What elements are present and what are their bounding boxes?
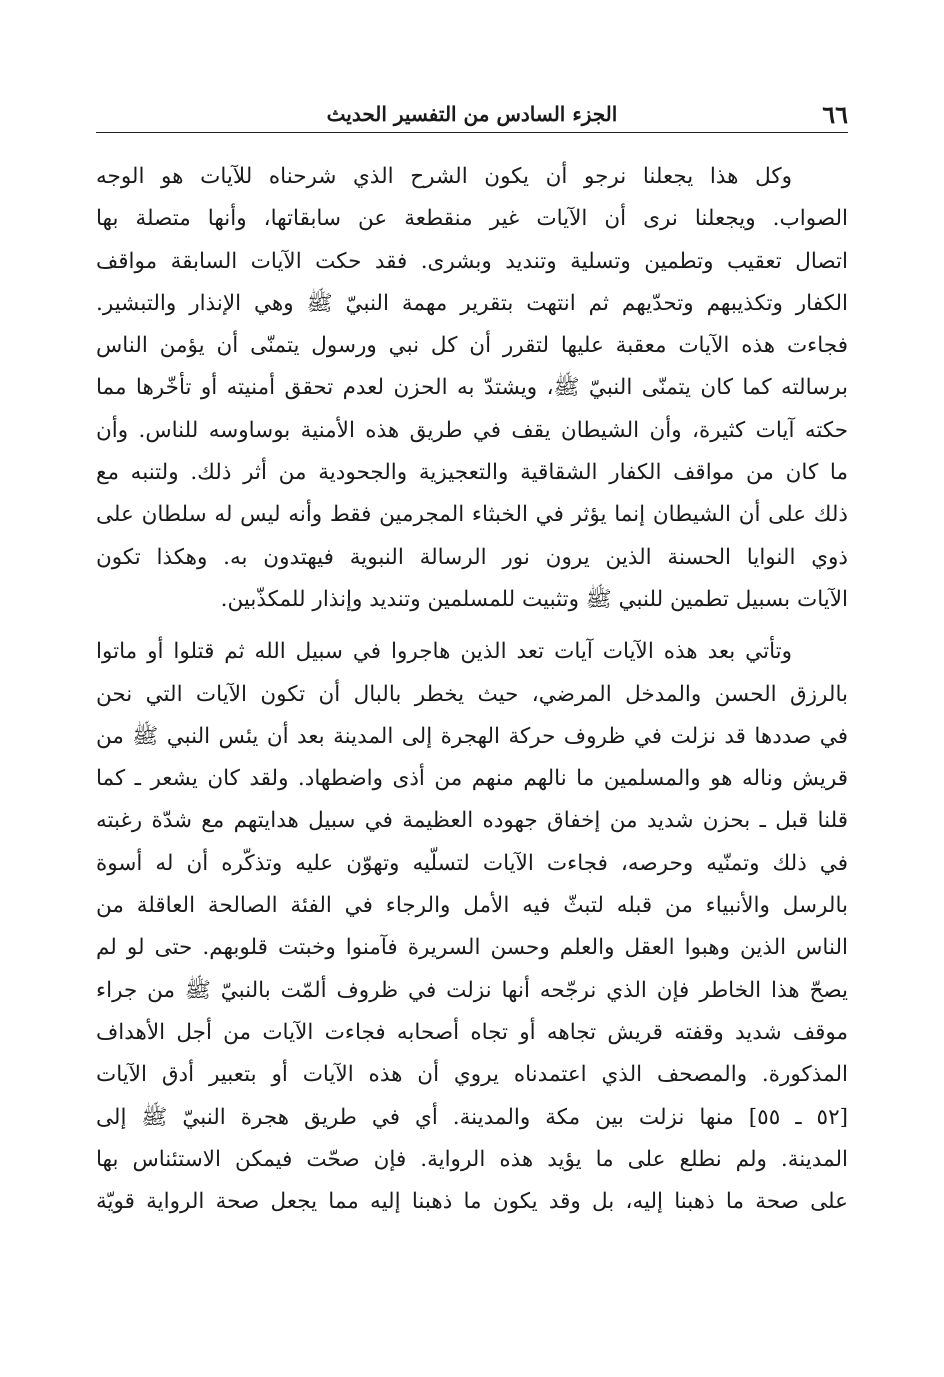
body-text (96, 156, 848, 1223)
text-line: فجاءت هذه الآيات معقبة عليها لتقرر أن كل نبي ورسول يتمنّى أن يؤمن الناس (96, 333, 848, 359)
running-title: الجزء السادس من التفسير الحديث (326, 102, 618, 126)
text-line: اتصال تعقيب وتطمين وتسلية وتنديد وبشرى. فقد حكت الآيات السابقة مواقف (96, 248, 848, 274)
text-line: الناس الذين وهبوا العقل والعلم وحسن السريرة فآمنوا وخبتت قلوبهم. حتى لو لم (96, 935, 848, 961)
text-line: بالرسل والأنبياء من قبله لتبثّ فيه الأمل والرجاء في الفئة الصالحة العاقلة من (96, 893, 848, 919)
text-line: يصحّ هذا الخاطر فإن الذي نرجّحه أنها نزلت في ظروف ألمّت بالنبيّ ﷺ من جراء (96, 977, 848, 1003)
page-number: ٦٦ (822, 100, 848, 129)
text-line: وكل هذا يجعلنا نرجو أن يكون الشرح الذي شرحناه للآيات هو الوجه (96, 164, 792, 189)
text-line: الآيات بسبيل تطمين للنبي ﷺ وتثبيت للمسلمين وتنديد وإنذار للمكذّبين. (220, 586, 848, 612)
text-line: الصواب. ويجعلنا نرى أن الآيات غير منقطعة عن سابقاتها، وأنها متصلة بها (96, 206, 848, 232)
text-line: وتأتي بعد هذه الآيات آيات تعد الذين هاجروا في سبيل الله ثم قتلوا أو ماتوا (96, 639, 792, 665)
page-header (96, 96, 848, 132)
paragraph-1 (96, 156, 848, 621)
text-line: المذكورة. والمصحف الذي اعتمدناه يروي أن هذه الآيات أو بتعبير أدق الآيات (96, 1062, 848, 1088)
text-line: [٥٢ ـ ٥٥] منها نزلت بين مكة والمدينة. أي في طريق هجرة النبيّ ﷺ إلى (96, 1104, 848, 1130)
text-line: الكفار وتكذيبهم وتحدّيهم ثم انتهت بتقرير مهمة النبيّ ﷺ وهي الإنذار والتبشير. (96, 290, 848, 316)
text-line: ذوي النوايا الحسنة الذين يرون نور الرسالة النبوية فيهتدون به. وهكذا تكون (96, 544, 848, 570)
text-line: برسالته كما كان يتمنّى النبيّ ﷺ، ويشتدّ به الحزن لعدم تحقق أمنيته أو تأخّرها مما (96, 375, 848, 401)
paragraph-2 (96, 631, 848, 1223)
text-line: قريش وناله هو والمسلمين ما نالهم منهم من أذى واضطهاد. ولقد كان يشعر ـ كما (96, 766, 848, 792)
text-line: في صددها قد نزلت في ظروف حركة الهجرة إلى المدينة بعد أن يئس النبي ﷺ من (96, 723, 848, 749)
text-line: ذلك على أن الشيطان إنما يؤثر في الخبثاء المجرمين فقط وأنه ليس له سلطان على (96, 502, 848, 528)
text-line: المدينة. ولم نطلع على ما يؤيد هذه الرواية. فإن صحّت فيمكن الاستئناس بها (96, 1146, 848, 1172)
header-rule (96, 132, 848, 133)
text-line: حكته آيات كثيرة، وأن الشيطان يقف في طريق هذه الأمنية بوساوسه للناس. وأن (96, 417, 848, 443)
text-line: في ذلك وتمنّيه وحرصه، فجاءت الآيات لتسلّيه وتهوّن عليه وتذكّره أن له أسوة (96, 850, 848, 876)
paragraph-gap (96, 621, 848, 631)
text-line: قلنا قبل ـ بحزن شديد من إخفاق جهوده العظيمة في سبيل هدايتهم مع شدّة رغبته (96, 808, 848, 834)
text-line: على صحة ما ذهبنا إليه، بل وقد يكون ما ذهبنا إليه مما يجعل صحة الرواية قويّة (96, 1189, 848, 1215)
text-line: ما كان من مواقف الكفار الشقاقية والتعجيزية والجحودية من أثر ذلك. ولتنبه مع (96, 460, 848, 486)
text-line: موقف شديد وقفته قريش تجاهه أو تجاه أصحابه فجاءت الآيات من أجل الأهداف (96, 1019, 848, 1045)
text-line: بالرزق الحسن والمدخل المرضي، حيث يخطر بالبال أن تكون الآيات التي نحن (96, 681, 848, 707)
